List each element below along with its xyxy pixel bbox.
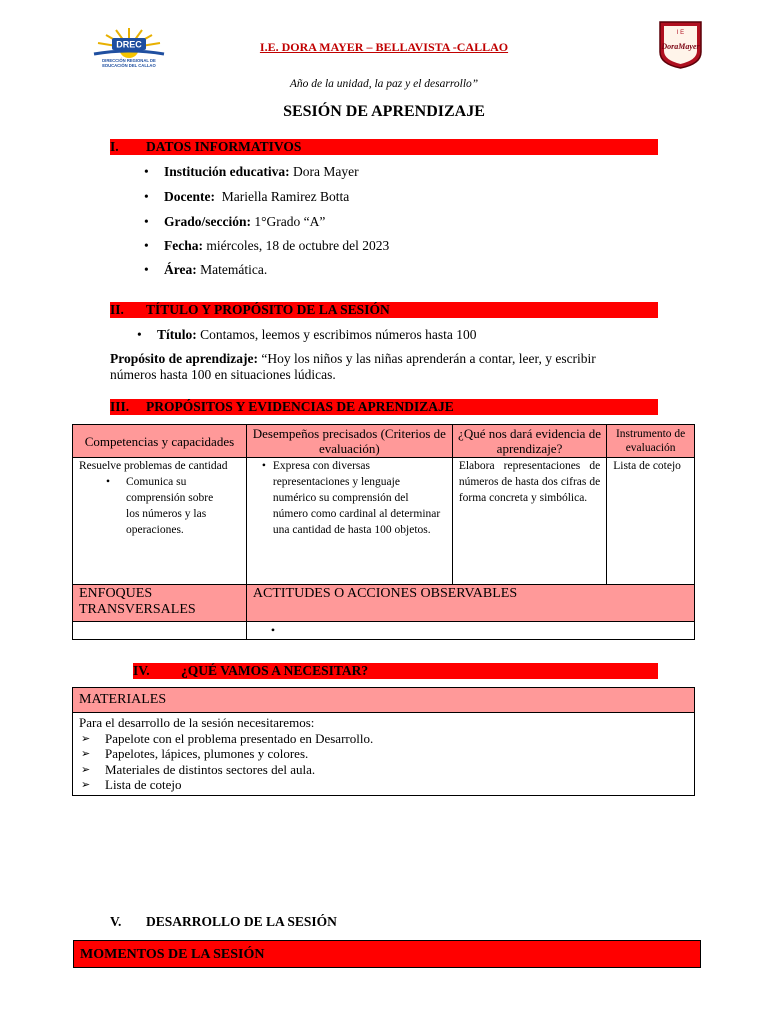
evidencia-cell: Elabora representaciones de números de hasta dos cifras de forma concreta y simbólica. — [452, 458, 606, 585]
header-instrumento: Instrumento de evaluación — [607, 425, 695, 458]
materiales-table — [72, 687, 695, 796]
titulo-item: • Título: Contamos, leemos y escribimos números hasta 100 — [157, 327, 476, 343]
section-5-heading: V. DESARROLLO DE LA SESIÓN — [110, 914, 337, 929]
actitudes-header: ACTITUDES O ACCIONES OBSERVABLES — [246, 585, 694, 622]
svg-text:EDUCACIÓN DEL CALLAO: EDUCACIÓN DEL CALLAO — [102, 63, 156, 68]
datos-item: • Institución educativa: Dora Mayer — [164, 164, 359, 180]
year-motto: Año de la unidad, la paz y el desarrollo” — [289, 78, 479, 90]
school-name: I.E. DORA MAYER – BELLAVISTA -CALLAO — [259, 40, 509, 54]
proposito-paragraph: Propósito de aprendizaje: “Hoy los niños y las niñas aprenderán a contar, leer, y escribir números hasta 100 en situaciones lúdicas. — [110, 351, 596, 382]
header-competencias: Competencias y capacidades — [73, 425, 247, 458]
desempeno-cell: • Expresa con diversas representaciones y lenguaje numérico su comprensión del número como cardinal al determinar una cantidad de hasta 100 objetos. — [246, 458, 452, 585]
desempeno-text: Expresa con diversas representaciones y lenguaje numérico su comprensión del número como cardinal al determinar una cantidad de hasta 100 objetos. — [272, 460, 441, 536]
propositos-table — [72, 424, 695, 640]
page-title: SESIÓN DE APRENDIZAJE — [283, 103, 485, 120]
list-item: ➢ Lista de cotejo — [105, 777, 688, 793]
svg-text:DIRECCIÓN REGIONAL DE: DIRECCIÓN REGIONAL DE — [102, 58, 156, 63]
list-item: ➢ Materiales de distintos sectores del aula. — [105, 762, 688, 778]
shield-letters: I E — [676, 30, 685, 36]
materiales-body: Para el desarrollo de la sesión necesitaremos: ➢ Papelote con el problema presentado en Desarrollo. ➢ Papelotes, lápices, plumones y colores. ➢ Materiales de distintos sectores del aula. ➢ Lista de cotejo — [73, 713, 695, 796]
datos-item: • Docente: Mariella Ramirez Botta — [164, 189, 349, 205]
section-3-heading: III. PROPÓSITOS Y EVIDENCIAS DE APRENDIZAJE — [110, 399, 658, 415]
shield-text: DoraMayer — [661, 42, 700, 51]
datos-item: • Fecha: miércoles, 18 de octubre del 2023 — [164, 238, 389, 254]
list-item: ➢ Papelotes, lápices, plumones y colores. — [105, 746, 688, 762]
section-4-heading: IV. ¿QUÉ VAMOS A NECESITAR? — [133, 663, 658, 679]
capacidad-text: Comunica su comprensión sobre los números y las operaciones. — [126, 476, 214, 536]
school-shield-logo — [657, 20, 704, 70]
datos-item: • Grado/sección: 1°Grado “A” — [164, 214, 325, 230]
section-1-heading: I. DATOS INFORMATIVOS — [110, 139, 658, 155]
competencia-cell: Resuelve problemas de cantidad • Comunica su comprensión sobre los números y las operaciones. — [73, 458, 247, 585]
actitudes-cell: • — [246, 622, 694, 640]
section-2-heading: II. TÍTULO Y PROPÓSITO DE LA SESIÓN — [110, 302, 658, 318]
enfoques-header: ENFOQUES TRANSVERSALES — [73, 585, 247, 622]
materiales-header: MATERIALES — [73, 688, 695, 713]
datos-item: • Área: Matemática. — [164, 262, 267, 278]
header-desempenos: Desempeños precisados (Criterios de evaluación) — [246, 425, 452, 458]
list-item: ➢ Papelote con el problema presentado en Desarrollo. — [105, 731, 688, 747]
enfoques-cell — [73, 622, 247, 640]
momentos-bar: MOMENTOS DE LA SESIÓN — [73, 940, 701, 968]
instrumento-cell: Lista de cotejo — [607, 458, 695, 585]
header-evidencia: ¿Qué nos dará evidencia de aprendizaje? — [452, 425, 606, 458]
drec-logo-text: DREC — [116, 39, 142, 50]
